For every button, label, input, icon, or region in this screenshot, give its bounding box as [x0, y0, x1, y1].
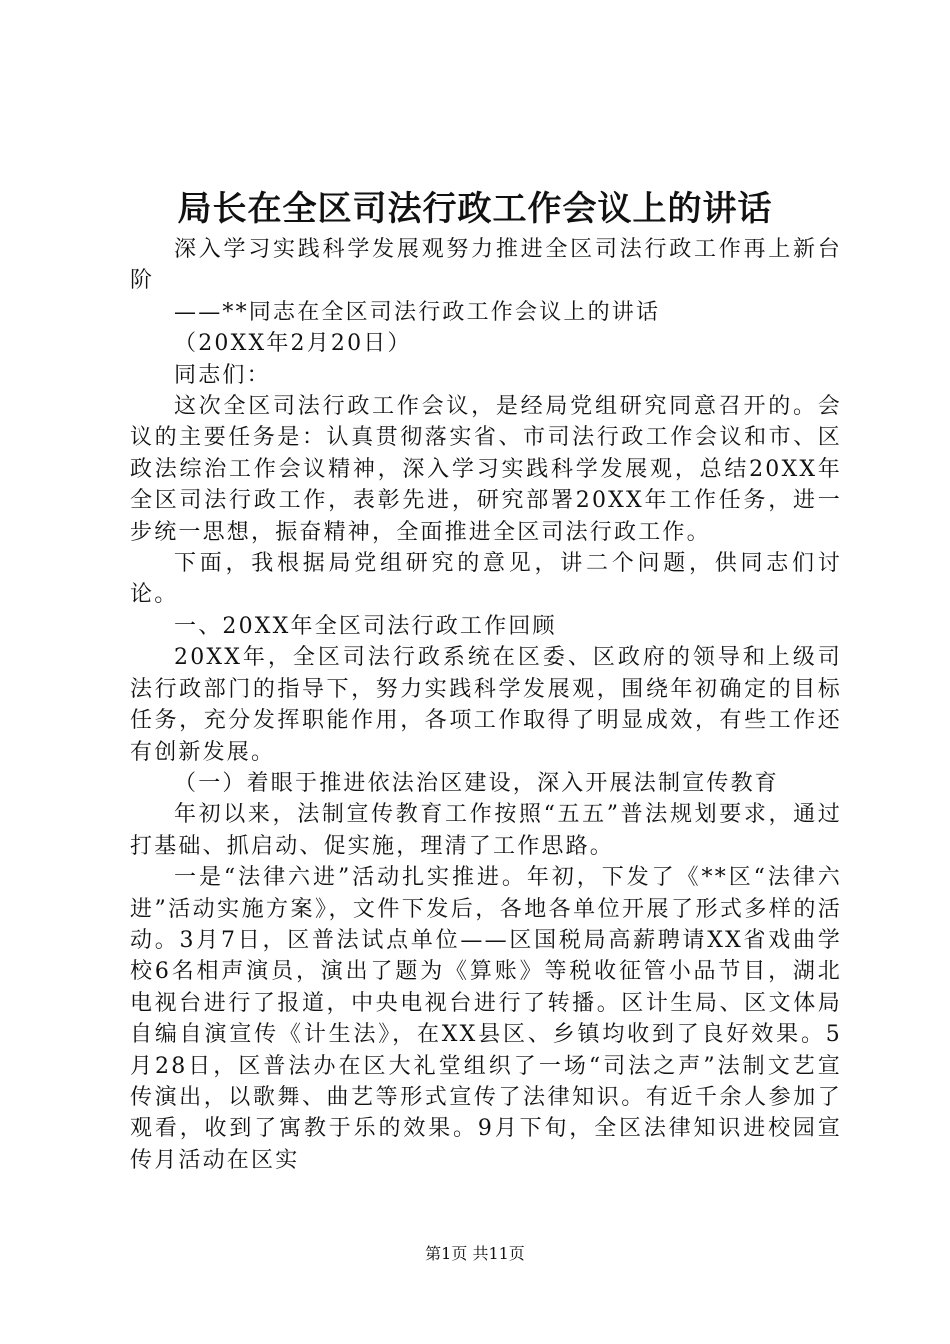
- document-body: [130, 234, 842, 1176]
- body-paragraph: 20XX年，全区司法行政系统在区委、区政府的领导和上级司法行政部门的指导下，努力实践科学发展观，围绕年初确定的目标任务，充分发挥职能作用，各项工作取得了明显成效，有些工作还有创新发展。: [130, 645, 842, 765]
- body-paragraph: 这次全区司法行政工作会议，是经局党组研究同意召开的。会议的主要任务是：认真贯彻落实省、市司法行政工作会议和市、区政法综治工作会议精神，深入学习实践科学发展观，总结20XX年全区司法行政工作，表彰先进，研究部署20XX年工作任务，进一步统一思想，振奋精神，全面推进全区司法行政工作。: [130, 394, 842, 545]
- page-number-footer: 第1页 共11页: [425, 1244, 525, 1263]
- section-heading: 一、20XX年全区司法行政工作回顾: [174, 613, 557, 639]
- body-paragraph: 年初以来，法制宣传教育工作按照“五五”普法规划要求，通过打基础、抓启动、促实施，理清了工作思路。: [130, 802, 842, 859]
- subsection-heading: （一）着眼于推进依法治区建设，深入开展法制宣传教育: [174, 770, 780, 796]
- salutation: 同志们：: [174, 362, 271, 388]
- document-title: 局长在全区司法行政工作会议上的讲话: [177, 189, 773, 229]
- date-line: （20XX年2月20日）: [174, 331, 412, 357]
- speaker-line: ——**同志在全区司法行政工作会议上的讲话: [174, 299, 661, 325]
- subtitle-paragraph: 深入学习实践科学发展观努力推进全区司法行政工作再上新台阶: [130, 237, 842, 294]
- body-paragraph: 下面，我根据局党组研究的意见，讲二个问题，供同志们讨论。: [130, 551, 842, 608]
- body-paragraph: 一是“法律六进”活动扎实推进。年初，下发了《**区“法律六进”活动实施方案》，文件下发后，各地各单位开展了形式多样的活动。3月7日，区普法试点单位——区国税局高薪聘请XX省戏曲学校6名相声演员，演出了题为《算账》等税收征管小品节目，湖北电视台进行了报道，中央电视台进行了转播。区计生局、区文体局自编自演宣传《计生法》，在XX县区、乡镇均收到了良好效果。5月28日，区普法办在区大礼堂组织了一场“司法之声”法制文艺宣传演出，以歌舞、曲艺等形式宣传了法律知识。有近千余人参加了观看，收到了寓教于乐的效果。9月下旬，全区法律知识进校园宣传月活动在区实: [130, 865, 842, 1173]
